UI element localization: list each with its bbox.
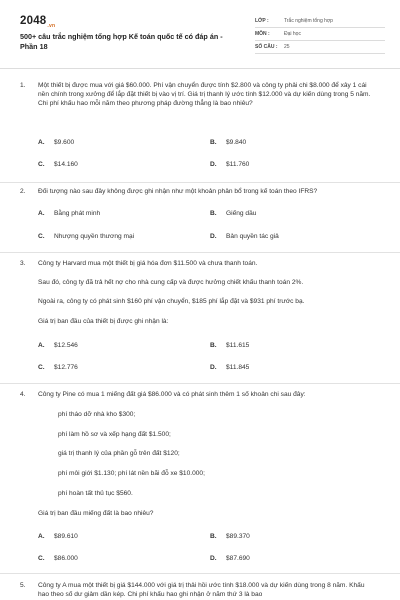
option-letter: D. (210, 161, 217, 168)
question-intro: Công ty Pine có mua 1 miếng đất giá $86.000 và có phát sinh thêm 1 số khoản chi sau đây: (38, 391, 306, 398)
cost-item: phí môi giới $1.130; phí lát nền bãi đỗ xe $10.000; (58, 470, 205, 477)
option-letter: A. (38, 139, 45, 146)
meta-value: Trắc nghiệm tổng hợp (284, 17, 333, 24)
question-2 (0, 188, 400, 250)
option-text: $9.600 (54, 139, 75, 146)
option-letter: C. (38, 233, 45, 240)
option-d[interactable] (210, 555, 250, 564)
option-letter: A. (38, 342, 45, 349)
logo-text: 2048 (20, 15, 47, 27)
document-meta (255, 15, 385, 54)
option-letter: B. (210, 533, 217, 540)
question-3 (0, 260, 400, 380)
question-line: Sau đó, công ty đã trả hết nợ cho nhà cung cấp và được hưởng chiết khấu thanh toán 2%. (38, 279, 304, 286)
option-letter: C. (38, 364, 45, 371)
option-text: $9.840 (226, 139, 247, 146)
option-letter: D. (210, 364, 217, 371)
question-number: 5. (20, 582, 26, 589)
question-number: 2. (20, 188, 26, 195)
option-d[interactable] (210, 233, 279, 242)
question-number: 1. (20, 82, 26, 89)
question-4 (0, 391, 400, 569)
question-line: Ngoài ra, công ty có phát sinh $160 phí vận chuyển, $185 phí lắp đặt và $931 phí trước bạ. (38, 298, 305, 305)
site-logo[interactable] (20, 14, 55, 30)
option-text: $87.690 (226, 555, 250, 562)
option-a[interactable] (38, 342, 78, 351)
option-letter: D. (210, 233, 217, 240)
option-letter: C. (38, 555, 45, 562)
question-divider (0, 383, 400, 384)
option-letter: B. (210, 342, 217, 349)
meta-value: 25 (284, 43, 290, 50)
option-d[interactable] (210, 364, 249, 373)
question-prompt: Giá trị ban đầu miếng đất là bao nhiêu? (38, 510, 154, 517)
question-divider (0, 182, 400, 183)
cost-item: phí hoàn tất thủ tục $560. (58, 490, 133, 497)
question-divider (0, 252, 400, 253)
question-line: Công ty Harvard mua một thiết bị giá hóa đơn $11.500 và chưa thanh toán. (38, 260, 258, 267)
option-letter: C. (38, 161, 45, 168)
option-text: Giếng dầu (226, 210, 257, 217)
logo-suffix: .vn (47, 22, 56, 29)
option-text: $12.546 (54, 342, 78, 349)
meta-key: LỚP : (255, 17, 269, 24)
meta-row-subject (255, 28, 385, 41)
option-b[interactable] (210, 342, 249, 351)
option-letter: A. (38, 533, 45, 540)
option-a[interactable] (38, 533, 78, 542)
option-text: Nhượng quyền thương mại (54, 233, 135, 240)
question-divider (0, 573, 400, 574)
question-number: 3. (20, 260, 26, 267)
option-letter: A. (38, 210, 45, 217)
meta-key: MÔN : (255, 30, 270, 37)
option-text: Bản quyền tác giả (226, 233, 279, 240)
option-a[interactable] (38, 139, 74, 148)
option-b[interactable] (210, 139, 246, 148)
option-text: $14.160 (54, 161, 78, 168)
option-letter: D. (210, 555, 217, 562)
option-d[interactable] (210, 161, 249, 170)
option-text: $11.845 (226, 364, 250, 371)
question-number: 4. (20, 391, 26, 398)
header-divider (0, 68, 400, 69)
cost-item: phí tháo dỡ nhà kho $300; (58, 411, 136, 418)
option-c[interactable] (38, 161, 78, 170)
page-header (0, 0, 400, 62)
option-text: $89.610 (54, 533, 78, 540)
question-text: Một thiết bị được mua với giá $60.000. Phí vận chuyển được tính $2.800 và công ty phải chi $8.000 để xây 1 cái nền chính trong xưởng để lắp đặt thiết bị vào vị trí. Giá trị thanh lý ước tính $12.000 và dự kiến dùng trong 5 năm. Chi phí khấu hao mỗi năm theo phương pháp đường thẳng là bao nhiêu? (38, 82, 371, 107)
option-c[interactable] (38, 364, 78, 373)
option-c[interactable] (38, 555, 78, 564)
option-text: $11.760 (226, 161, 250, 168)
question-1 (0, 82, 400, 182)
question-line: Giá trị ban đầu của thiết bị được ghi nhận là: (38, 318, 169, 325)
option-b[interactable] (210, 533, 250, 542)
option-text: $11.615 (226, 342, 250, 349)
question-text: Công ty A mua một thiết bị giá $144.000 với giá trị thải hồi ước tính $18.000 và dự kiến dùng trong 8 năm. Khấu hao theo số dư giảm dần kép. Chi phí khấu hao ghi nhận ở năm thứ 3 là bao (38, 582, 365, 598)
option-c[interactable] (38, 233, 134, 242)
question-text: Đối tượng nào sau đây không được ghi nhận như một khoản phân bổ trong kế toán theo IFRS? (38, 188, 318, 195)
cost-item: giá trị thanh lý của phần gỗ trên đất $120; (58, 450, 180, 457)
option-a[interactable] (38, 210, 100, 219)
option-text: $12.776 (54, 364, 78, 371)
option-text: $86.000 (54, 555, 78, 562)
question-5 (0, 582, 400, 600)
option-letter: B. (210, 139, 217, 146)
meta-row-class (255, 15, 385, 28)
option-letter: B. (210, 210, 217, 217)
option-text: $89.370 (226, 533, 250, 540)
meta-value: Đại học (284, 30, 301, 37)
document-title: 500+ câu trắc nghiệm tổng hợp Kế toán quốc tế có đáp án - Phần 18 (20, 32, 223, 51)
option-b[interactable] (210, 210, 256, 219)
option-text: Bằng phát minh (54, 210, 101, 217)
cost-item: phí làm hồ sơ và xếp hạng đất $1.500; (58, 431, 171, 438)
meta-row-question-count (255, 41, 385, 54)
meta-key: SỐ CÂU : (255, 43, 278, 50)
